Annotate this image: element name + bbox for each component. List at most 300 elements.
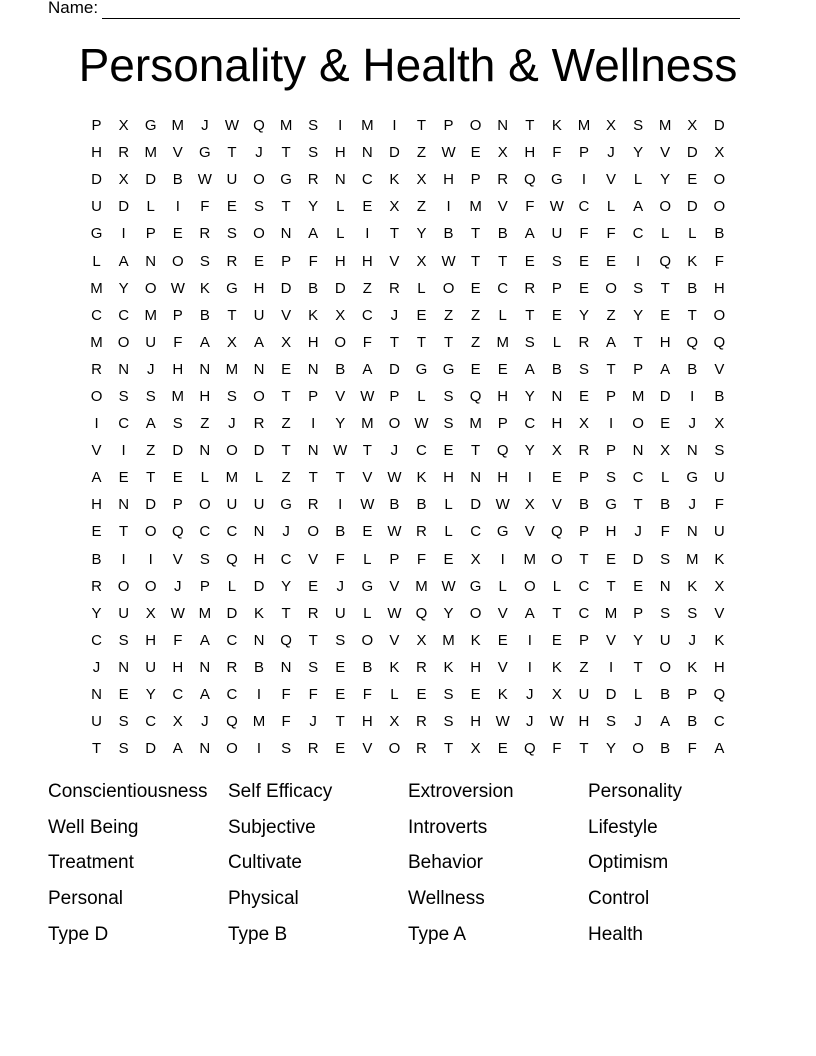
grid-letter[interactable]: K xyxy=(470,631,481,649)
grid-letter[interactable]: S xyxy=(335,631,346,649)
grid-letter[interactable]: I xyxy=(121,442,126,460)
grid-letter[interactable]: S xyxy=(308,117,319,135)
grid-letter[interactable]: W xyxy=(441,144,456,162)
grid-letter[interactable]: E xyxy=(118,469,129,487)
grid-letter[interactable]: B xyxy=(687,279,698,297)
grid-letter[interactable]: L xyxy=(336,198,345,216)
grid-letter[interactable]: F xyxy=(552,740,562,758)
grid-letter[interactable]: E xyxy=(497,631,508,649)
grid-letter[interactable]: S xyxy=(226,387,237,405)
grid-letter[interactable]: O xyxy=(469,117,482,135)
grid-letter[interactable]: G xyxy=(361,577,374,595)
grid-letter[interactable]: T xyxy=(498,252,508,270)
grid-letter[interactable]: Q xyxy=(226,550,238,568)
grid-letter[interactable]: H xyxy=(443,171,454,189)
grid-letter[interactable]: O xyxy=(659,658,672,676)
grid-letter[interactable]: H xyxy=(334,144,346,162)
grid-letter[interactable]: W xyxy=(495,713,510,731)
grid-letter[interactable]: F xyxy=(714,252,724,270)
grid-letter[interactable]: R xyxy=(416,740,427,758)
grid-letter[interactable]: V xyxy=(497,604,508,622)
grid-letter[interactable]: E xyxy=(524,252,535,270)
grid-letter[interactable]: L xyxy=(363,604,372,622)
grid-letter[interactable]: C xyxy=(226,523,238,541)
grid-letter[interactable]: M xyxy=(686,550,699,568)
grid-letter[interactable]: M xyxy=(577,117,591,135)
grid-letter[interactable]: N xyxy=(118,496,130,514)
grid-letter[interactable]: C xyxy=(91,631,102,649)
grid-letter[interactable]: B xyxy=(199,306,210,324)
grid-letter[interactable]: Y xyxy=(281,577,292,595)
grid-letter[interactable]: H xyxy=(334,252,346,270)
grid-letter[interactable]: F xyxy=(200,198,210,216)
grid-letter[interactable]: U xyxy=(578,686,590,704)
grid-letter[interactable]: N xyxy=(632,442,644,460)
grid-letter[interactable]: C xyxy=(713,713,725,731)
grid-letter[interactable]: K xyxy=(497,686,508,704)
grid-letter[interactable]: D xyxy=(172,442,184,460)
grid-letter[interactable]: G xyxy=(226,279,238,297)
grid-letter[interactable]: F xyxy=(687,740,697,758)
grid-letter[interactable]: Y xyxy=(633,306,644,324)
grid-letter[interactable]: R xyxy=(118,144,130,162)
grid-letter[interactable]: H xyxy=(470,658,482,676)
grid-letter[interactable]: R xyxy=(416,658,427,676)
grid-letter[interactable]: V xyxy=(497,658,508,676)
grid-letter[interactable]: I xyxy=(527,631,532,649)
grid-letter[interactable]: E xyxy=(308,577,319,595)
grid-letter[interactable]: T xyxy=(443,740,454,758)
grid-letter[interactable]: Y xyxy=(524,442,535,460)
grid-letter[interactable]: A xyxy=(145,415,156,433)
grid-letter[interactable]: L xyxy=(688,225,697,243)
grid-letter[interactable]: X xyxy=(389,713,400,731)
grid-letter[interactable]: X xyxy=(226,333,237,351)
grid-letter[interactable]: M xyxy=(469,415,482,433)
grid-letter[interactable]: J xyxy=(688,631,696,649)
grid-letter[interactable]: G xyxy=(496,523,509,541)
grid-letter[interactable]: Z xyxy=(281,469,291,487)
grid-letter[interactable]: R xyxy=(416,523,427,541)
grid-letter[interactable]: S xyxy=(199,252,210,270)
grid-letter[interactable]: B xyxy=(335,360,346,378)
grid-letter[interactable]: I xyxy=(527,658,532,676)
grid-letter[interactable]: O xyxy=(144,523,157,541)
grid-letter[interactable]: E xyxy=(551,469,562,487)
grid-letter[interactable]: Q xyxy=(686,333,699,351)
grid-letter[interactable]: P xyxy=(578,144,589,162)
grid-letter[interactable]: P xyxy=(389,387,400,405)
grid-letter[interactable]: E xyxy=(497,740,508,758)
grid-letter[interactable]: S xyxy=(606,713,617,731)
grid-letter[interactable]: Y xyxy=(633,631,644,649)
grid-letter[interactable]: L xyxy=(498,577,507,595)
grid-letter[interactable]: T xyxy=(606,360,616,378)
grid-letter[interactable]: D xyxy=(280,279,292,297)
grid-letter[interactable]: W xyxy=(387,469,402,487)
grid-letter[interactable]: O xyxy=(117,333,130,351)
grid-letter[interactable]: P xyxy=(172,496,183,514)
grid-letter[interactable]: S xyxy=(551,252,562,270)
grid-letter[interactable]: P xyxy=(633,604,644,622)
grid-letter[interactable]: N xyxy=(280,225,292,243)
grid-letter[interactable]: S xyxy=(254,198,265,216)
grid-letter[interactable]: X xyxy=(470,740,481,758)
grid-letter[interactable]: Z xyxy=(281,415,291,433)
grid-letter[interactable]: E xyxy=(335,740,346,758)
grid-letter[interactable]: T xyxy=(308,469,318,487)
grid-letter[interactable]: B xyxy=(714,225,725,243)
grid-letter[interactable]: O xyxy=(713,171,726,189)
grid-letter[interactable]: K xyxy=(687,252,698,270)
grid-letter[interactable]: Y xyxy=(606,740,617,758)
grid-letter[interactable]: X xyxy=(416,171,427,189)
grid-letter[interactable]: I xyxy=(392,117,397,135)
grid-letter[interactable]: L xyxy=(227,577,237,595)
grid-letter[interactable]: J xyxy=(228,415,236,433)
grid-letter[interactable]: H xyxy=(361,713,373,731)
grid-letter[interactable]: D xyxy=(388,360,400,378)
grid-letter[interactable]: P xyxy=(551,279,562,297)
grid-letter[interactable]: Y xyxy=(660,171,671,189)
grid-letter[interactable]: C xyxy=(497,279,509,297)
grid-letter[interactable]: D xyxy=(686,198,698,216)
grid-letter[interactable]: E xyxy=(660,415,671,433)
grid-letter[interactable]: I xyxy=(311,415,316,433)
grid-letter[interactable]: N xyxy=(199,658,211,676)
grid-letter[interactable]: L xyxy=(146,198,155,216)
grid-letter[interactable]: W xyxy=(224,117,240,135)
grid-letter[interactable]: W xyxy=(441,577,456,595)
grid-letter[interactable]: B xyxy=(687,713,698,731)
grid-letter[interactable]: S xyxy=(714,442,725,460)
grid-letter[interactable]: E xyxy=(281,360,292,378)
grid-letter[interactable]: C xyxy=(416,442,427,460)
grid-letter[interactable]: I xyxy=(446,198,451,216)
grid-letter[interactable]: D xyxy=(605,686,617,704)
grid-letter[interactable]: I xyxy=(690,387,695,405)
grid-letter[interactable]: S xyxy=(281,740,292,758)
grid-letter[interactable]: B xyxy=(687,360,698,378)
grid-letter[interactable]: G xyxy=(442,360,455,378)
grid-letter[interactable]: B xyxy=(578,496,589,514)
grid-letter[interactable]: E xyxy=(470,360,481,378)
grid-letter[interactable]: G xyxy=(415,360,428,378)
grid-letter[interactable]: R xyxy=(388,279,400,297)
grid-letter[interactable]: Y xyxy=(443,604,454,622)
grid-letter[interactable]: L xyxy=(390,686,399,704)
grid-letter[interactable]: W xyxy=(360,387,375,405)
grid-letter[interactable]: C xyxy=(632,469,644,487)
grid-letter[interactable]: N xyxy=(280,658,292,676)
grid-letter[interactable]: T xyxy=(633,658,643,676)
grid-letter[interactable]: P xyxy=(633,360,644,378)
grid-letter[interactable]: E xyxy=(443,550,454,568)
grid-letter[interactable]: K xyxy=(254,604,265,622)
grid-letter[interactable]: L xyxy=(200,469,210,487)
grid-letter[interactable]: A xyxy=(524,225,535,243)
grid-letter[interactable]: S xyxy=(172,415,183,433)
grid-letter[interactable]: N xyxy=(118,360,130,378)
grid-letter[interactable]: O xyxy=(713,306,726,324)
grid-letter[interactable]: K xyxy=(389,171,400,189)
grid-letter[interactable]: A xyxy=(118,252,129,270)
grid-letter[interactable]: P xyxy=(578,469,589,487)
grid-letter[interactable]: Q xyxy=(171,523,184,541)
grid-letter[interactable]: L xyxy=(254,469,264,487)
grid-letter[interactable]: G xyxy=(605,496,617,514)
grid-letter[interactable]: M xyxy=(604,604,618,622)
grid-letter[interactable]: X xyxy=(524,496,535,514)
grid-letter[interactable]: C xyxy=(578,577,590,595)
grid-letter[interactable]: L xyxy=(552,333,562,351)
grid-letter[interactable]: Z xyxy=(471,333,481,351)
grid-letter[interactable]: D xyxy=(632,550,644,568)
grid-letter[interactable]: N xyxy=(307,360,319,378)
grid-letter[interactable]: O xyxy=(199,496,211,514)
grid-letter[interactable]: N xyxy=(659,577,671,595)
grid-letter[interactable]: A xyxy=(362,360,373,378)
grid-letter[interactable]: F xyxy=(308,686,318,704)
grid-letter[interactable]: S xyxy=(524,333,535,351)
grid-letter[interactable]: I xyxy=(94,415,99,433)
grid-letter[interactable]: N xyxy=(470,469,482,487)
grid-letter[interactable]: R xyxy=(226,658,238,676)
grid-letter[interactable]: H xyxy=(91,496,102,514)
grid-letter[interactable]: Q xyxy=(659,252,672,270)
grid-letter[interactable]: X xyxy=(714,577,725,595)
grid-letter[interactable]: A xyxy=(199,686,210,704)
grid-letter[interactable]: T xyxy=(119,523,129,541)
grid-letter[interactable]: T xyxy=(416,333,427,351)
grid-letter[interactable]: Q xyxy=(280,631,292,649)
grid-letter[interactable]: G xyxy=(469,577,482,595)
grid-letter[interactable]: S xyxy=(118,387,129,405)
grid-letter[interactable]: J xyxy=(688,496,696,514)
grid-letter[interactable]: T xyxy=(471,442,481,460)
grid-letter[interactable]: M xyxy=(171,117,185,135)
grid-letter[interactable]: Q xyxy=(551,523,563,541)
grid-letter[interactable]: G xyxy=(686,469,699,487)
grid-letter[interactable]: I xyxy=(175,198,180,216)
grid-letter[interactable]: S xyxy=(660,604,671,622)
grid-letter[interactable]: P xyxy=(578,523,589,541)
grid-letter[interactable]: G xyxy=(280,496,292,514)
grid-letter[interactable]: Z xyxy=(579,658,589,676)
grid-letter[interactable]: Q xyxy=(415,604,428,622)
grid-letter[interactable]: F xyxy=(335,550,345,568)
grid-letter[interactable]: I xyxy=(121,225,126,243)
grid-letter[interactable]: F xyxy=(714,496,724,514)
grid-letter[interactable]: U xyxy=(226,496,238,514)
grid-letter[interactable]: T xyxy=(281,144,291,162)
grid-letter[interactable]: I xyxy=(500,550,505,568)
grid-letter[interactable]: Z xyxy=(200,415,210,433)
grid-letter[interactable]: N xyxy=(361,144,373,162)
grid-letter[interactable]: K xyxy=(687,658,698,676)
grid-letter[interactable]: H xyxy=(578,713,590,731)
grid-letter[interactable]: S xyxy=(687,604,698,622)
grid-letter[interactable]: Z xyxy=(443,306,454,324)
grid-letter[interactable]: H xyxy=(172,360,184,378)
grid-letter[interactable]: E xyxy=(416,306,427,324)
grid-letter[interactable]: I xyxy=(148,550,153,568)
grid-letter[interactable]: O xyxy=(226,740,238,758)
grid-letter[interactable]: E xyxy=(470,686,481,704)
grid-letter[interactable]: X xyxy=(660,442,671,460)
grid-letter[interactable]: H xyxy=(91,144,102,162)
grid-letter[interactable]: T xyxy=(660,279,670,297)
grid-letter[interactable]: E xyxy=(470,279,481,297)
grid-letter[interactable]: V xyxy=(660,144,671,162)
grid-letter[interactable]: T xyxy=(335,469,345,487)
grid-letter[interactable]: S xyxy=(145,387,156,405)
grid-letter[interactable]: T xyxy=(281,604,291,622)
grid-letter[interactable]: H xyxy=(199,387,211,405)
grid-letter[interactable]: B xyxy=(91,550,102,568)
grid-letter[interactable]: D xyxy=(118,198,130,216)
grid-letter[interactable]: V xyxy=(281,306,292,324)
grid-letter[interactable]: B xyxy=(362,658,373,676)
grid-letter[interactable]: T xyxy=(606,577,616,595)
grid-letter[interactable]: F xyxy=(281,686,291,704)
grid-letter[interactable]: F xyxy=(660,523,670,541)
grid-letter[interactable]: E xyxy=(362,198,373,216)
grid-letter[interactable]: X xyxy=(470,550,481,568)
grid-letter[interactable]: L xyxy=(606,198,616,216)
grid-letter[interactable]: T xyxy=(389,225,399,243)
grid-letter[interactable]: A xyxy=(199,333,210,351)
grid-letter[interactable]: F xyxy=(362,686,372,704)
grid-letter[interactable]: F xyxy=(362,333,372,351)
grid-letter[interactable]: O xyxy=(659,198,672,216)
grid-letter[interactable]: O xyxy=(469,604,482,622)
grid-letter[interactable]: M xyxy=(658,117,672,135)
grid-letter[interactable]: E xyxy=(660,306,671,324)
grid-letter[interactable]: C xyxy=(145,713,157,731)
grid-letter[interactable]: Y xyxy=(416,225,427,243)
grid-letter[interactable]: A xyxy=(308,225,319,243)
grid-letter[interactable]: P xyxy=(578,631,589,649)
grid-letter[interactable]: A xyxy=(660,360,671,378)
grid-letter[interactable]: R xyxy=(199,225,211,243)
grid-letter[interactable]: M xyxy=(442,631,455,649)
grid-letter[interactable]: H xyxy=(524,144,536,162)
grid-letter[interactable]: K xyxy=(714,550,725,568)
grid-letter[interactable]: S xyxy=(118,631,129,649)
grid-letter[interactable]: K xyxy=(389,658,400,676)
grid-letter[interactable]: N xyxy=(686,523,698,541)
grid-letter[interactable]: L xyxy=(336,225,345,243)
grid-letter[interactable]: L xyxy=(363,550,372,568)
grid-letter[interactable]: E xyxy=(335,686,346,704)
grid-letter[interactable]: F xyxy=(173,631,183,649)
grid-letter[interactable]: M xyxy=(361,415,374,433)
grid-letter[interactable]: D xyxy=(659,387,671,405)
grid-letter[interactable]: N xyxy=(145,252,157,270)
grid-letter[interactable]: F xyxy=(579,225,589,243)
grid-letter[interactable]: S xyxy=(660,550,671,568)
grid-letter[interactable]: S xyxy=(606,469,617,487)
grid-letter[interactable]: T xyxy=(389,333,399,351)
grid-letter[interactable]: E xyxy=(470,144,481,162)
grid-letter[interactable]: Z xyxy=(146,442,156,460)
grid-letter[interactable]: V xyxy=(91,442,102,460)
grid-letter[interactable]: B xyxy=(254,658,265,676)
grid-letter[interactable]: A xyxy=(524,604,535,622)
grid-letter[interactable]: F xyxy=(173,333,183,351)
grid-letter[interactable]: R xyxy=(307,171,319,189)
grid-letter[interactable]: I xyxy=(338,496,343,514)
grid-letter[interactable]: D xyxy=(253,442,265,460)
grid-letter[interactable]: B xyxy=(714,387,725,405)
grid-letter[interactable]: W xyxy=(197,171,212,189)
grid-letter[interactable]: V xyxy=(606,631,617,649)
grid-letter[interactable]: M xyxy=(523,550,537,568)
grid-letter[interactable]: I xyxy=(121,550,126,568)
grid-letter[interactable]: C xyxy=(226,631,238,649)
grid-letter[interactable]: T xyxy=(471,225,481,243)
grid-letter[interactable]: H xyxy=(361,252,373,270)
grid-letter[interactable]: W xyxy=(333,442,348,460)
grid-letter[interactable]: D xyxy=(226,604,238,622)
grid-letter[interactable]: U xyxy=(145,333,157,351)
grid-letter[interactable]: P xyxy=(389,550,400,568)
grid-letter[interactable]: V xyxy=(714,360,725,378)
grid-letter[interactable]: E xyxy=(497,360,508,378)
grid-letter[interactable]: I xyxy=(365,225,370,243)
grid-letter[interactable]: M xyxy=(415,577,428,595)
grid-letter[interactable]: T xyxy=(91,740,102,758)
grid-letter[interactable]: L xyxy=(661,225,670,243)
grid-letter[interactable]: O xyxy=(632,740,644,758)
grid-letter[interactable]: H xyxy=(659,333,671,351)
grid-letter[interactable]: S xyxy=(443,713,454,731)
grid-letter[interactable]: U xyxy=(659,631,671,649)
grid-letter[interactable]: M xyxy=(225,360,239,378)
grid-letter[interactable]: H xyxy=(253,279,265,297)
grid-letter[interactable]: I xyxy=(608,658,614,676)
grid-letter[interactable]: A xyxy=(714,740,725,758)
grid-letter[interactable]: S xyxy=(443,387,454,405)
grid-letter[interactable]: U xyxy=(253,306,265,324)
grid-letter[interactable]: V xyxy=(551,496,562,514)
grid-letter[interactable]: S xyxy=(633,117,644,135)
grid-letter[interactable]: T xyxy=(281,198,291,216)
grid-letter[interactable]: C xyxy=(118,306,130,324)
grid-letter[interactable]: B xyxy=(389,496,400,514)
grid-letter[interactable]: R xyxy=(307,740,319,758)
grid-letter[interactable]: P xyxy=(145,225,156,243)
grid-letter[interactable]: L xyxy=(92,252,101,270)
grid-letter[interactable]: M xyxy=(252,713,266,731)
grid-letter[interactable]: H xyxy=(551,415,563,433)
grid-letter[interactable]: T xyxy=(146,469,156,487)
grid-letter[interactable]: S xyxy=(443,686,454,704)
grid-letter[interactable]: W xyxy=(549,198,564,216)
grid-letter[interactable]: R xyxy=(91,577,102,595)
grid-letter[interactable]: W xyxy=(170,604,185,622)
grid-letter[interactable]: E xyxy=(578,279,589,297)
grid-letter[interactable]: X xyxy=(416,252,427,270)
grid-letter[interactable]: M xyxy=(144,144,157,162)
grid-letter[interactable]: L xyxy=(633,686,643,704)
grid-letter[interactable]: T xyxy=(525,117,535,135)
grid-letter[interactable]: W xyxy=(495,496,510,514)
grid-letter[interactable]: O xyxy=(226,442,238,460)
grid-letter[interactable]: K xyxy=(551,117,562,135)
grid-letter[interactable]: B xyxy=(172,171,183,189)
